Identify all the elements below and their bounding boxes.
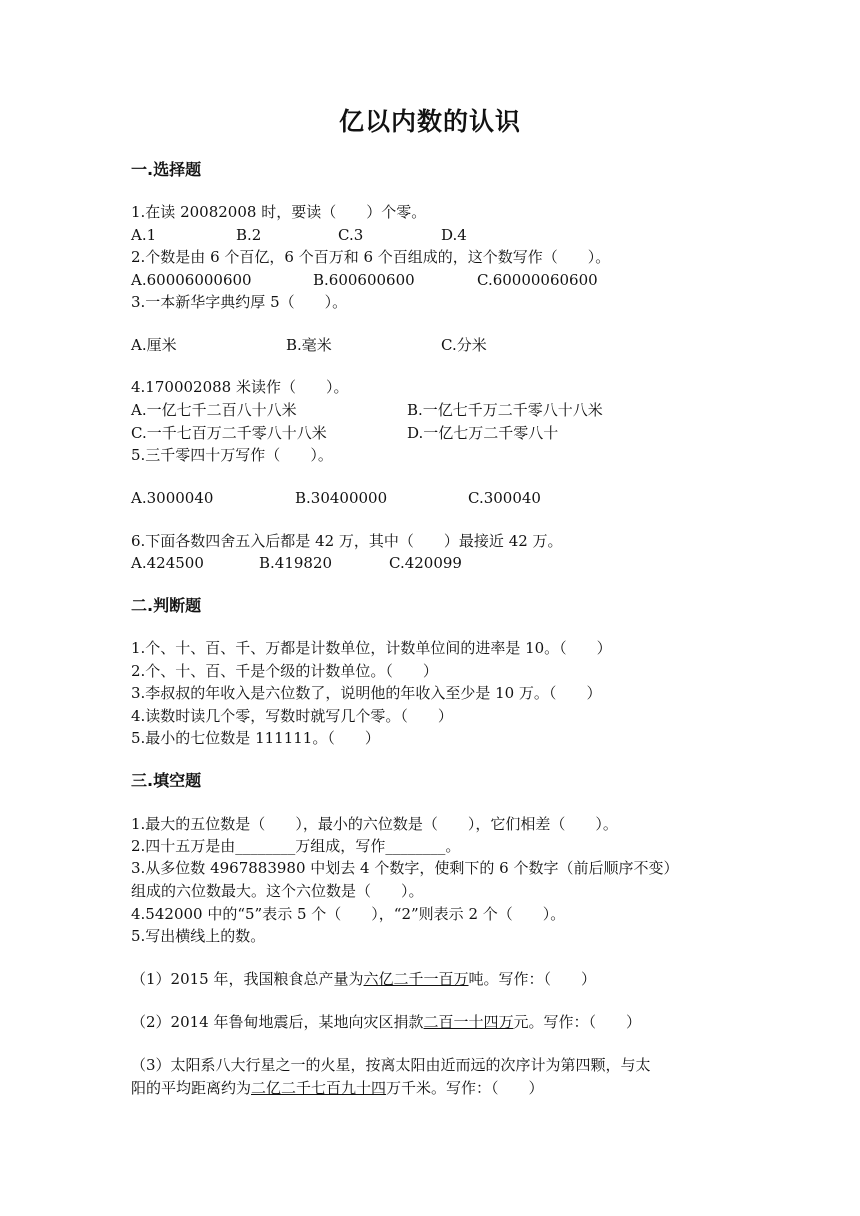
fill-q5-sub3-line1: （3）太阳系八大行星之一的火星，按离太阳由近而远的次序计为第四颗，与太 bbox=[131, 1056, 651, 1074]
sub2-post: 元。写作：（ ） bbox=[513, 1013, 642, 1031]
choice-q2-stem: 2.个数是由 6 个百亿，6 个百万和 6 个百组成的，这个数写作（ ）。 bbox=[131, 248, 611, 266]
sub3-post: 万千米。写作：（ ） bbox=[386, 1079, 544, 1097]
page-title: 亿以内数的认识 bbox=[338, 107, 521, 136]
judge-item: 5.最小的七位数是 111111。（ ） bbox=[131, 729, 380, 747]
fill-q5: 5.写出横线上的数。 bbox=[131, 927, 266, 945]
choice-q3-option-a: A.厘米 bbox=[131, 336, 177, 354]
sub3-underlined: 二亿二千七百九十四 bbox=[251, 1079, 387, 1097]
fill-q3-line2: 组成的六位数最大。这个六位数是（ ）。 bbox=[131, 882, 424, 900]
choice-q1-option-b: B.2 bbox=[236, 226, 262, 244]
sub2-pre: （2）2014 年鲁甸地震后，某地向灾区捐款 bbox=[131, 1013, 424, 1031]
choice-q6-option-c: C.420099 bbox=[389, 554, 462, 572]
choice-q3-option-c: C.分米 bbox=[441, 336, 487, 354]
choice-q3-stem: 3.一本新华字典约厚 5（ ）。 bbox=[131, 293, 348, 311]
choice-q2-option-b: B.600600600 bbox=[313, 271, 415, 289]
choice-q1-option-d: D.4 bbox=[441, 226, 467, 244]
fill-q2: 2.四十五万是由________万组成，写作________。 bbox=[131, 837, 461, 855]
fill-q5-sub1 bbox=[131, 968, 596, 990]
sub1-underlined: 六亿二千一百万 bbox=[363, 970, 469, 988]
choice-q2-option-a: A.60006000600 bbox=[131, 271, 252, 289]
choice-q6-stem: 6.下面各数四舍五入后都是 42 万，其中（ ）最接近 42 万。 bbox=[131, 532, 563, 550]
fill-q5-sub3-line2 bbox=[131, 1077, 544, 1099]
fill-q3-line1: 3.从多位数 4967883980 中划去 4 个数字，使剩下的 6 个数字（前后顺序不变） bbox=[131, 859, 679, 877]
choice-q5-option-b: B.30400000 bbox=[295, 489, 388, 507]
fill-q5-sub2 bbox=[131, 1011, 641, 1033]
choice-q1-option-a: A.1 bbox=[131, 226, 157, 244]
sub3-pre: 阳的平均距离约为 bbox=[131, 1079, 252, 1097]
choice-q4-stem: 4.170002088 米读作（ ）。 bbox=[131, 378, 349, 396]
judge-item: 2.个、十、百、千是个级的计数单位。（ ） bbox=[131, 662, 438, 680]
sub1-post: 吨。写作：（ ） bbox=[468, 970, 597, 988]
sub2-underlined: 二百一十四万 bbox=[423, 1013, 514, 1031]
judge-item: 1.个、十、百、千、万都是计数单位，计数单位间的进率是 10。（ ） bbox=[131, 639, 612, 657]
choice-q4-option-d: D.一亿七万二千零八十 bbox=[407, 424, 559, 442]
choice-q5-stem: 5.三千零四十万写作（ ）。 bbox=[131, 446, 333, 464]
choice-q3-option-b: B.毫米 bbox=[286, 336, 332, 354]
choice-q4-option-a: A.一亿七千二百八十八米 bbox=[131, 401, 297, 419]
choice-q1-stem: 1.在读 20082008 时，要读（ ）个零。 bbox=[131, 203, 427, 221]
section-heading-fill: 三.填空题 bbox=[131, 771, 202, 790]
choice-q6-option-b: B.419820 bbox=[259, 554, 333, 572]
fill-q1: 1.最大的五位数是（ ），最小的六位数是（ ），它们相差（ ）。 bbox=[131, 815, 618, 833]
fill-q4: 4.542000 中的“5”表示 5 个（ ），“2”则表示 2 个（ ）。 bbox=[131, 905, 566, 923]
sub1-pre: （1）2015 年，我国粮食总产量为 bbox=[131, 970, 364, 988]
choice-q6-option-a: A.424500 bbox=[131, 554, 204, 572]
choice-q2-option-c: C.60000060600 bbox=[477, 271, 598, 289]
judge-item: 4.读数时读几个零，写数时就写几个零。（ ） bbox=[131, 707, 453, 725]
choice-q5-option-c: C.300040 bbox=[468, 489, 541, 507]
choice-q4-option-b: B.一亿七千万二千零八十八米 bbox=[407, 401, 603, 419]
section-heading-choice: 一.选择题 bbox=[131, 160, 202, 179]
judge-item: 3.李叔叔的年收入是六位数了，说明他的年收入至少是 10 万。（ ） bbox=[131, 684, 602, 702]
choice-q4-option-c: C.一千七百万二千零八十八米 bbox=[131, 424, 327, 442]
choice-q1-option-c: C.3 bbox=[338, 226, 364, 244]
section-heading-judge: 二.判断题 bbox=[131, 596, 202, 615]
choice-q5-option-a: A.3000040 bbox=[131, 489, 214, 507]
